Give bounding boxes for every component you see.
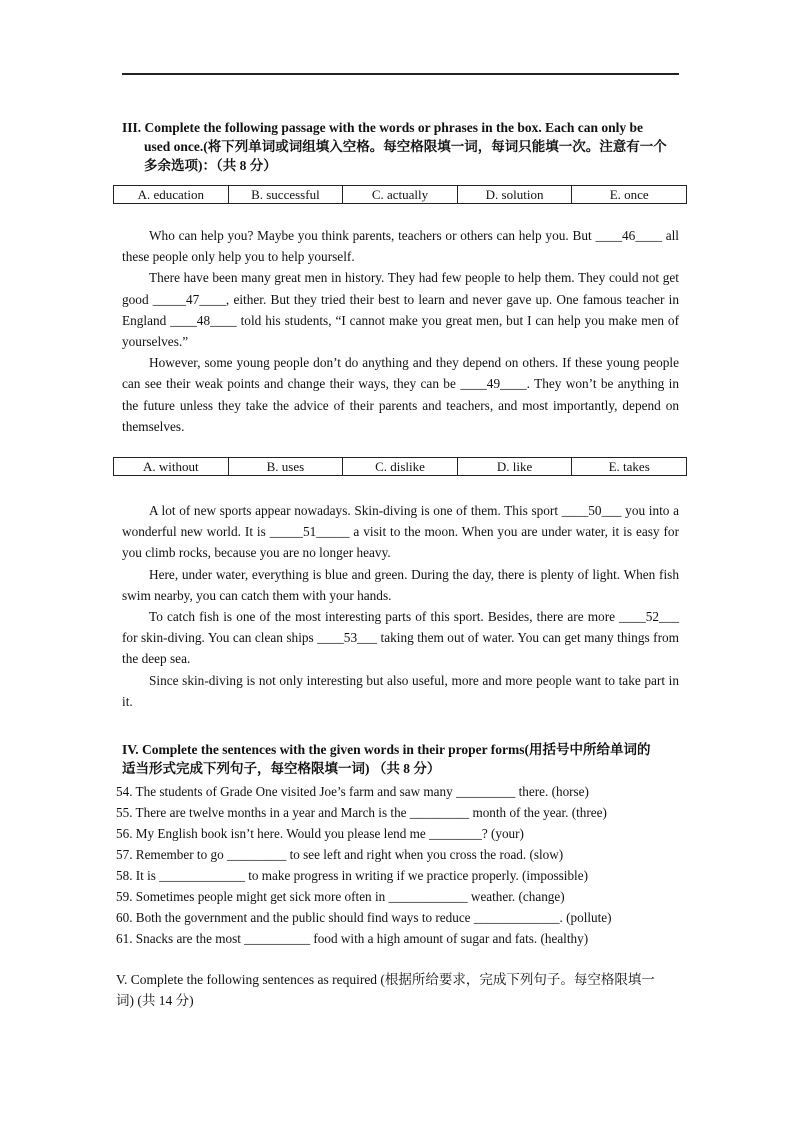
sentence-item: 61. Snacks are the most __________ food with a high amount of sugar and fats. (healthy) [116,931,589,946]
passage-1-paragraph: However, some young people don’t do anything and they depend on others. If these young people can see their weak points and change their ways, they can be ____49____. They won’t be anything in the future unless they take the advice of their parents and teachers, and most importantly, depend on themselves. [122,355,679,434]
word-box-2-option: A. without [114,458,229,476]
passage-1-paragraph: There have been many great men in history. They had few people to help them. They could not get good _____47____, either. But they tried their best to learn and never gave up. One famous teacher in England ____48____ told his students, “I cannot make you great men, but I can help you make men of yourselves.” [122,270,679,350]
section-5-heading [116,969,684,1011]
passage-1-paragraph: Who can help you? Maybe you think parents, teachers or others can help you. But ____46____ all these people only help you to help yourself. [122,228,679,265]
section-5-heading-line2: 词) (共 14 分) [116,993,194,1008]
section-3-heading [122,118,682,175]
word-box-2-option: D. like [457,458,572,476]
sentence-item: 55. There are twelve months in a year and March is the _________ month of the year. (three) [116,805,607,820]
section-4-heading-line1: IV. Complete the sentences with the given words in their proper forms(用括号中所给单词的 [122,742,651,757]
sentence-item: 54. The students of Grade One visited Joe’s farm and saw many _________ there. (horse) [116,784,589,799]
word-box-1-option: B. successful [228,186,343,204]
section-4-heading-line2: 适当形式完成下列句子，每空格限填一词) （共 8 分） [122,761,441,776]
passage-2-paragraph: Here, under water, everything is blue and green. During the day, there is plenty of light. When fish swim nearby, you can catch them with your hands. [122,566,679,603]
word-box-1-option: C. actually [343,186,458,204]
passage-2-paragraph: A lot of new sports appear nowadays. Skin-diving is one of them. This sport ____50___ you into a wonderful new world. It is _____51_____ a visit to the moon. When you are under water, it is easy for you climb rocks, because you are no longer heavy. [122,503,679,561]
section-3-heading-line2: used once.(将下列单词或词组填入空格。每空格限填一词，每词只能填一次。注意有一个 [144,139,667,154]
sentence-item: 58. It is _____________ to make progress in writing if we practice properly. (impossible) [116,868,588,883]
sentence-item: 59. Sometimes people might get sick more often in ____________ weather. (change) [116,889,565,904]
word-box-2-option: B. uses [228,458,343,476]
word-box-2-option: C. dislike [343,458,458,476]
section-3-heading-line1: III. Complete the following passage with the words or phrases in the box. Each can only be [122,120,644,135]
passage-2 [122,500,679,712]
passage-2-paragraph: To catch fish is one of the most interesting parts of this sport. Besides, there are more ____52___ for skin-diving. You can clean ships ____53___ taking them out of water. You can get many things from the deep sea. [122,609,679,667]
word-box-1-option: D. solution [457,186,572,204]
section-4-items [116,781,696,949]
sentence-item: 60. Both the government and the public should find ways to reduce _____________. (pollute) [116,910,612,925]
word-box-2 [113,457,687,476]
section-3-heading-line3: 多余选项)：（共 8 分） [144,158,277,173]
top-rule [122,73,679,75]
word-box-1-option: A. education [114,186,229,204]
section-5-heading-line1: V. Complete the following sentences as required (根据所给要求，完成下列句子。每空格限填一 [116,972,655,987]
passage-2-paragraph: Since skin-diving is not only interesting but also useful, more and more people want to take part in it. [122,672,679,709]
word-box-1 [113,185,687,204]
sentence-item: 56. My English book isn’t here. Would you please lend me ________? (your) [116,826,524,841]
word-box-1-option: E. once [572,186,687,204]
sentence-item: 57. Remember to go _________ to see left and right when you cross the road. (slow) [116,847,564,862]
passage-1 [122,225,679,437]
word-box-2-option: E. takes [572,458,687,476]
section-4-heading [122,740,687,778]
